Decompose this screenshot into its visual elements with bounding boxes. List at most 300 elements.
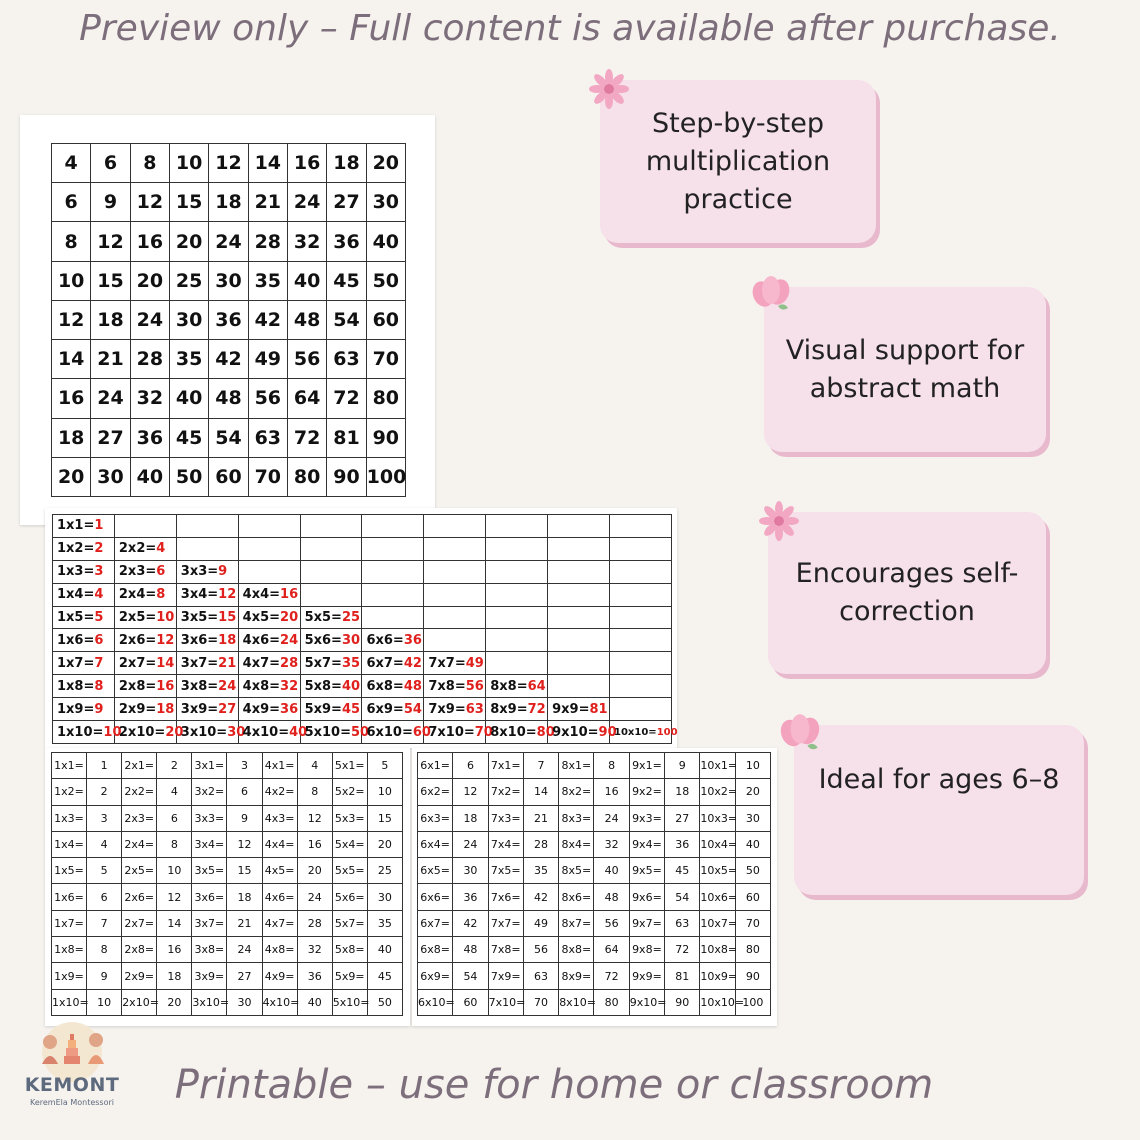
triangle-cell [53, 652, 115, 675]
equation-cell: 4x10= [262, 989, 297, 1015]
answer-text: 28 [280, 655, 299, 671]
equation-text: 3x3= [180, 564, 219, 580]
answer-cell: 24 [227, 937, 262, 963]
answer-cell: 72 [594, 963, 629, 989]
answer-text: 36 [280, 701, 299, 717]
triangle-cell [362, 583, 424, 606]
table-row [53, 537, 672, 560]
answer-cell: 16 [594, 779, 629, 805]
answer-cell: 2 [87, 779, 122, 805]
triangle-cell [300, 721, 370, 744]
equation-text: 2x3= [118, 564, 157, 580]
equation-cell: 7x3= [488, 805, 523, 831]
equation-cell: 4x1= [262, 753, 297, 779]
answer-text: 21 [218, 655, 237, 671]
equation-cell: 6x6= [418, 884, 453, 910]
equation-cell: 3x3= [192, 805, 227, 831]
equation-cell: 2x3= [122, 805, 157, 831]
answer-text: 10 [103, 724, 122, 740]
grid-cell: 81 [327, 418, 366, 457]
equation-cell: 5x1= [332, 753, 367, 779]
equation-text: 3x7= [180, 655, 219, 671]
triangle-cell [114, 675, 176, 698]
answer-cell: 24 [594, 805, 629, 831]
answer-cell: 1 [87, 753, 122, 779]
grid-cell: 40 [366, 222, 405, 261]
equation-text: 5x5= [304, 610, 342, 625]
grid-cell: 24 [209, 222, 248, 261]
equation-cell: 2x5= [122, 858, 157, 884]
triangle-cell [53, 675, 115, 698]
table-row [52, 379, 406, 418]
triangle-cell [610, 721, 678, 744]
equation-text: 6x6= [366, 632, 404, 648]
triangle-cell [300, 583, 362, 606]
answer-cell: 56 [523, 937, 558, 963]
equation-text: 4x4= [242, 587, 281, 603]
answer-cell: 24 [297, 884, 332, 910]
answer-cell: 28 [523, 831, 558, 857]
equation-cell: 2x7= [122, 910, 157, 936]
triangle-cell [548, 515, 610, 538]
answer-cell: 18 [665, 779, 700, 805]
table-row [52, 831, 403, 857]
answer-cell: 10 [87, 989, 122, 1015]
table-row [418, 753, 771, 779]
equation-cell: 4x7= [262, 910, 297, 936]
equation-cell: 8x7= [559, 910, 594, 936]
equation-cell: 4x5= [262, 858, 297, 884]
table-row [52, 963, 403, 989]
answer-cell: 6 [453, 753, 488, 779]
answer-cell: 60 [453, 989, 488, 1015]
grid-cell: 28 [248, 222, 287, 261]
table-row [53, 629, 672, 652]
triangle-cell [486, 721, 555, 744]
equation-cell: 8x10= [559, 989, 594, 1015]
grid-cell: 48 [209, 379, 248, 418]
grid-cell: 30 [209, 261, 248, 300]
equation-cell: 5x5= [332, 858, 367, 884]
triangle-cell [300, 652, 362, 675]
equation-cell: 3x4= [192, 831, 227, 857]
triangle-cell [300, 560, 362, 583]
equation-cell: 5x6= [332, 884, 367, 910]
table-row [53, 675, 672, 698]
answer-text: 30 [341, 632, 361, 648]
triangle-table-sheet [45, 508, 677, 748]
grid-cell: 9 [91, 183, 130, 222]
answer-text: 81 [589, 701, 608, 717]
triangle-cell [424, 698, 486, 721]
table-row [418, 858, 771, 884]
grid-cell: 18 [327, 144, 366, 183]
equation-cell: 3x8= [192, 937, 227, 963]
equation-text: 6x7= [366, 655, 404, 671]
table-row [418, 805, 771, 831]
equation-text: 3x9= [180, 701, 219, 717]
grid-cell: 80 [366, 379, 405, 418]
answer-cell: 10 [367, 779, 402, 805]
answer-cell: 21 [523, 805, 558, 831]
fill-table-right [417, 752, 771, 1016]
answer-text: 4 [156, 541, 166, 557]
table-row [53, 721, 672, 744]
equation-cell: 2x2= [122, 779, 157, 805]
equation-cell: 1x6= [52, 884, 87, 910]
triangle-cell [548, 606, 610, 629]
equation-text: 3x4= [180, 587, 219, 603]
answer-text: 7 [94, 655, 104, 671]
answer-text: 12 [218, 587, 237, 603]
answer-cell: 4 [87, 831, 122, 857]
equation-text: 2x5= [118, 610, 157, 625]
logo-title: KEMONT [24, 1074, 120, 1096]
equation-text: 6x9= [366, 701, 404, 717]
grid-cell: 28 [130, 340, 169, 379]
triangle-cell [362, 537, 424, 560]
triangle-cell [548, 698, 610, 721]
answer-cell: 90 [665, 989, 700, 1015]
answer-cell: 42 [523, 884, 558, 910]
triangle-cell [238, 583, 300, 606]
answer-text: 80 [536, 724, 555, 740]
equation-cell: 6x9= [418, 963, 453, 989]
table-row [52, 457, 406, 496]
triangle-cell [238, 606, 300, 629]
equation-cell: 10x8= [700, 937, 735, 963]
equation-text: 2x2= [118, 541, 157, 557]
triangle-cell [486, 560, 548, 583]
equation-cell: 9x1= [629, 753, 664, 779]
triangle-cell [610, 583, 672, 606]
equation-text: 5x10= [304, 724, 351, 740]
answer-cell: 54 [665, 884, 700, 910]
table-row [418, 831, 771, 857]
equation-text: 2x8= [118, 678, 157, 694]
answer-text: 10 [156, 610, 175, 625]
triangle-cell [176, 675, 238, 698]
equation-text: 2x4= [118, 587, 157, 603]
fill-table-sheet-left [45, 748, 410, 1026]
grid-cell: 50 [366, 261, 405, 300]
answer-text: 45 [341, 701, 361, 717]
answer-text: 9 [94, 701, 104, 717]
triangle-cell [53, 560, 115, 583]
grid-cell: 32 [287, 222, 326, 261]
triangle-cell [176, 698, 238, 721]
answer-cell: 9 [665, 753, 700, 779]
table-row [52, 753, 403, 779]
grid-cell: 18 [91, 300, 130, 339]
answer-cell: 40 [735, 831, 770, 857]
triangle-cell [53, 606, 115, 629]
table-row [52, 858, 403, 884]
grid-cell: 18 [209, 183, 248, 222]
answer-cell: 45 [665, 858, 700, 884]
answer-cell: 80 [735, 937, 770, 963]
equation-text: 1x8= [57, 678, 95, 694]
answer-text: 63 [465, 701, 484, 717]
answer-cell: 36 [297, 963, 332, 989]
table-row [418, 779, 771, 805]
grid-cell: 4 [52, 144, 91, 183]
logo-subtitle: KeremEla Montessori [30, 1098, 114, 1107]
equation-text: 4x6= [242, 632, 281, 648]
grid-cell: 24 [287, 183, 326, 222]
answer-cell: 49 [523, 910, 558, 936]
triangle-cell [114, 537, 176, 560]
triangle-cell [486, 515, 548, 538]
answer-cell: 40 [367, 937, 402, 963]
triangle-cell [238, 721, 308, 744]
equation-cell: 3x10= [192, 989, 227, 1015]
equation-text: 1x1= [57, 518, 95, 534]
answer-text: 14 [156, 655, 175, 671]
feature-card-step-by-step [600, 80, 876, 243]
answer-text: 20 [280, 610, 299, 625]
table-row [53, 606, 672, 629]
equation-text: 5x7= [304, 655, 342, 671]
daisy-flower-icon [588, 68, 630, 110]
equation-cell: 5x8= [332, 937, 367, 963]
answer-cell: 2 [157, 753, 192, 779]
triangle-cell [238, 629, 300, 652]
answer-cell: 3 [87, 805, 122, 831]
answer-text: 64 [527, 678, 546, 694]
equation-cell: 4x9= [262, 963, 297, 989]
answer-text: 20 [165, 724, 184, 740]
grid-cell: 72 [327, 379, 366, 418]
answer-text: 12 [156, 632, 175, 648]
equation-cell: 9x3= [629, 805, 664, 831]
equation-text: 1x6= [57, 632, 95, 648]
answer-cell: 15 [227, 858, 262, 884]
equation-text: 3x10= [180, 724, 228, 740]
answer-text: 6 [94, 632, 104, 648]
equation-cell: 3x2= [192, 779, 227, 805]
triangle-cell [300, 675, 362, 698]
equation-cell: 9x6= [629, 884, 664, 910]
answer-cell: 28 [297, 910, 332, 936]
triangle-cell [424, 560, 486, 583]
equation-text: 2x10= [118, 724, 166, 740]
equation-text: 1x9= [57, 701, 95, 717]
answer-cell: 7 [523, 753, 558, 779]
grid-cell: 12 [209, 144, 248, 183]
equation-cell: 3x1= [192, 753, 227, 779]
answer-text: 72 [527, 701, 546, 717]
answer-cell: 64 [594, 937, 629, 963]
triangle-cell [114, 583, 176, 606]
answer-text: 3 [94, 564, 104, 580]
triangle-cell [548, 560, 610, 583]
equation-cell: 9x9= [629, 963, 664, 989]
equation-cell: 7x6= [488, 884, 523, 910]
triangle-cell [424, 515, 486, 538]
equation-cell: 5x9= [332, 963, 367, 989]
equation-text: 4x9= [242, 701, 281, 717]
equation-cell: 8x6= [559, 884, 594, 910]
answer-text: 9 [218, 564, 228, 580]
grid-cell: 8 [130, 144, 169, 183]
triangle-cell [300, 515, 362, 538]
equation-cell: 3x7= [192, 910, 227, 936]
table-row [52, 261, 406, 300]
equation-cell: 9x2= [629, 779, 664, 805]
daisy-flower-icon [758, 500, 800, 542]
equation-cell: 9x7= [629, 910, 664, 936]
triangle-cell [486, 606, 548, 629]
equation-cell: 7x8= [488, 937, 523, 963]
grid-cell: 100 [366, 457, 405, 496]
triangle-cell [362, 560, 424, 583]
grid-cell: 10 [169, 144, 208, 183]
triangle-cell [238, 537, 300, 560]
answer-cell: 5 [367, 753, 402, 779]
equation-cell: 6x3= [418, 805, 453, 831]
triangle-cell [176, 629, 238, 652]
grid-cell: 90 [327, 457, 366, 496]
equation-cell: 10x2= [700, 779, 735, 805]
grid-cell: 54 [327, 300, 366, 339]
equation-text: 2x7= [118, 655, 157, 671]
answer-cell: 72 [665, 937, 700, 963]
equation-text: 1x4= [57, 587, 95, 603]
equation-cell: 4x2= [262, 779, 297, 805]
equation-cell: 1x1= [52, 753, 87, 779]
equation-cell: 10x6= [700, 884, 735, 910]
equation-cell: 2x10= [122, 989, 157, 1015]
triangle-cell [548, 583, 610, 606]
equation-text: 8x8= [490, 678, 528, 694]
equation-cell: 5x4= [332, 831, 367, 857]
answer-cell: 8 [297, 779, 332, 805]
grid-cell: 50 [169, 457, 208, 496]
answer-cell: 81 [665, 963, 700, 989]
equation-cell: 4x6= [262, 884, 297, 910]
triangle-cell [114, 515, 176, 538]
answer-cell: 42 [453, 910, 488, 936]
equation-cell: 7x4= [488, 831, 523, 857]
grid-cell: 24 [130, 300, 169, 339]
triangle-cell [362, 606, 424, 629]
triangle-cell [610, 560, 672, 583]
table-row [52, 910, 403, 936]
feature-card-line: correction [839, 596, 975, 627]
equation-text: 2x9= [118, 701, 157, 717]
triangle-cell [238, 698, 300, 721]
triangle-cell [362, 629, 424, 652]
equation-cell: 1x2= [52, 779, 87, 805]
triangle-cell [53, 629, 115, 652]
equation-cell: 10x7= [700, 910, 735, 936]
triangle-multiplication-table [52, 514, 678, 744]
grid-cell: 14 [248, 144, 287, 183]
equation-cell: 7x5= [488, 858, 523, 884]
equation-cell: 2x4= [122, 831, 157, 857]
triangle-cell [362, 675, 424, 698]
answer-cell: 100 [735, 989, 770, 1015]
answer-text: 40 [341, 678, 361, 694]
equation-text: 3x6= [180, 632, 219, 648]
equation-text: 9x9= [552, 701, 590, 717]
answer-cell: 10 [735, 753, 770, 779]
equation-cell: 6x5= [418, 858, 453, 884]
answer-cell: 21 [227, 910, 262, 936]
answer-cell: 4 [157, 779, 192, 805]
triangle-cell [424, 629, 486, 652]
grid-cell: 30 [169, 300, 208, 339]
grid-cell: 40 [130, 457, 169, 496]
triangle-cell [362, 652, 424, 675]
grid-cell: 54 [209, 418, 248, 457]
triangle-cell [238, 675, 300, 698]
triangle-cell [114, 721, 184, 744]
grid-cell: 90 [366, 418, 405, 457]
grid-cell: 30 [91, 457, 130, 496]
triangle-cell [424, 721, 493, 744]
answer-cell: 8 [157, 831, 192, 857]
equation-text: 1x5= [57, 610, 95, 625]
equation-cell: 6x2= [418, 779, 453, 805]
triangle-cell [362, 698, 424, 721]
answer-text: 54 [403, 701, 422, 717]
answer-cell: 54 [453, 963, 488, 989]
equation-cell: 3x6= [192, 884, 227, 910]
triangle-cell [424, 537, 486, 560]
equation-text: 1x10= [57, 724, 104, 740]
equation-text: 7x10= [428, 724, 475, 740]
equation-cell: 8x8= [559, 937, 594, 963]
triangle-cell [300, 537, 362, 560]
equation-cell: 1x10= [52, 989, 87, 1015]
triangle-cell [548, 537, 610, 560]
grid-cell: 24 [91, 379, 130, 418]
triangle-cell [548, 629, 610, 652]
answer-cell: 12 [453, 779, 488, 805]
equation-cell: 4x4= [262, 831, 297, 857]
triangle-cell [362, 721, 431, 744]
equation-cell: 2x1= [122, 753, 157, 779]
triangle-cell [300, 698, 362, 721]
grid-cell: 56 [248, 379, 287, 418]
grid-cell: 20 [366, 144, 405, 183]
grid-cell: 42 [209, 340, 248, 379]
answer-text: 6 [156, 564, 166, 580]
equation-cell: 1x4= [52, 831, 87, 857]
equation-cell: 7x7= [488, 910, 523, 936]
equation-text: 5x9= [304, 701, 342, 717]
triangle-cell [114, 652, 176, 675]
grid-cell: 21 [91, 340, 130, 379]
answer-cell: 5 [87, 858, 122, 884]
equation-text: 8x9= [490, 701, 528, 717]
grid-cell: 16 [287, 144, 326, 183]
equation-cell: 6x10= [418, 989, 453, 1015]
grid-cell: 48 [287, 300, 326, 339]
triangle-cell [114, 560, 176, 583]
table-row [53, 515, 672, 538]
equation-text: 7x7= [428, 655, 466, 671]
equation-cell: 10x3= [700, 805, 735, 831]
grid-cell: 60 [366, 300, 405, 339]
table-row [52, 300, 406, 339]
equation-cell: 8x1= [559, 753, 594, 779]
answer-cell: 20 [157, 989, 192, 1015]
table-row [53, 652, 672, 675]
triangle-cell [610, 606, 672, 629]
